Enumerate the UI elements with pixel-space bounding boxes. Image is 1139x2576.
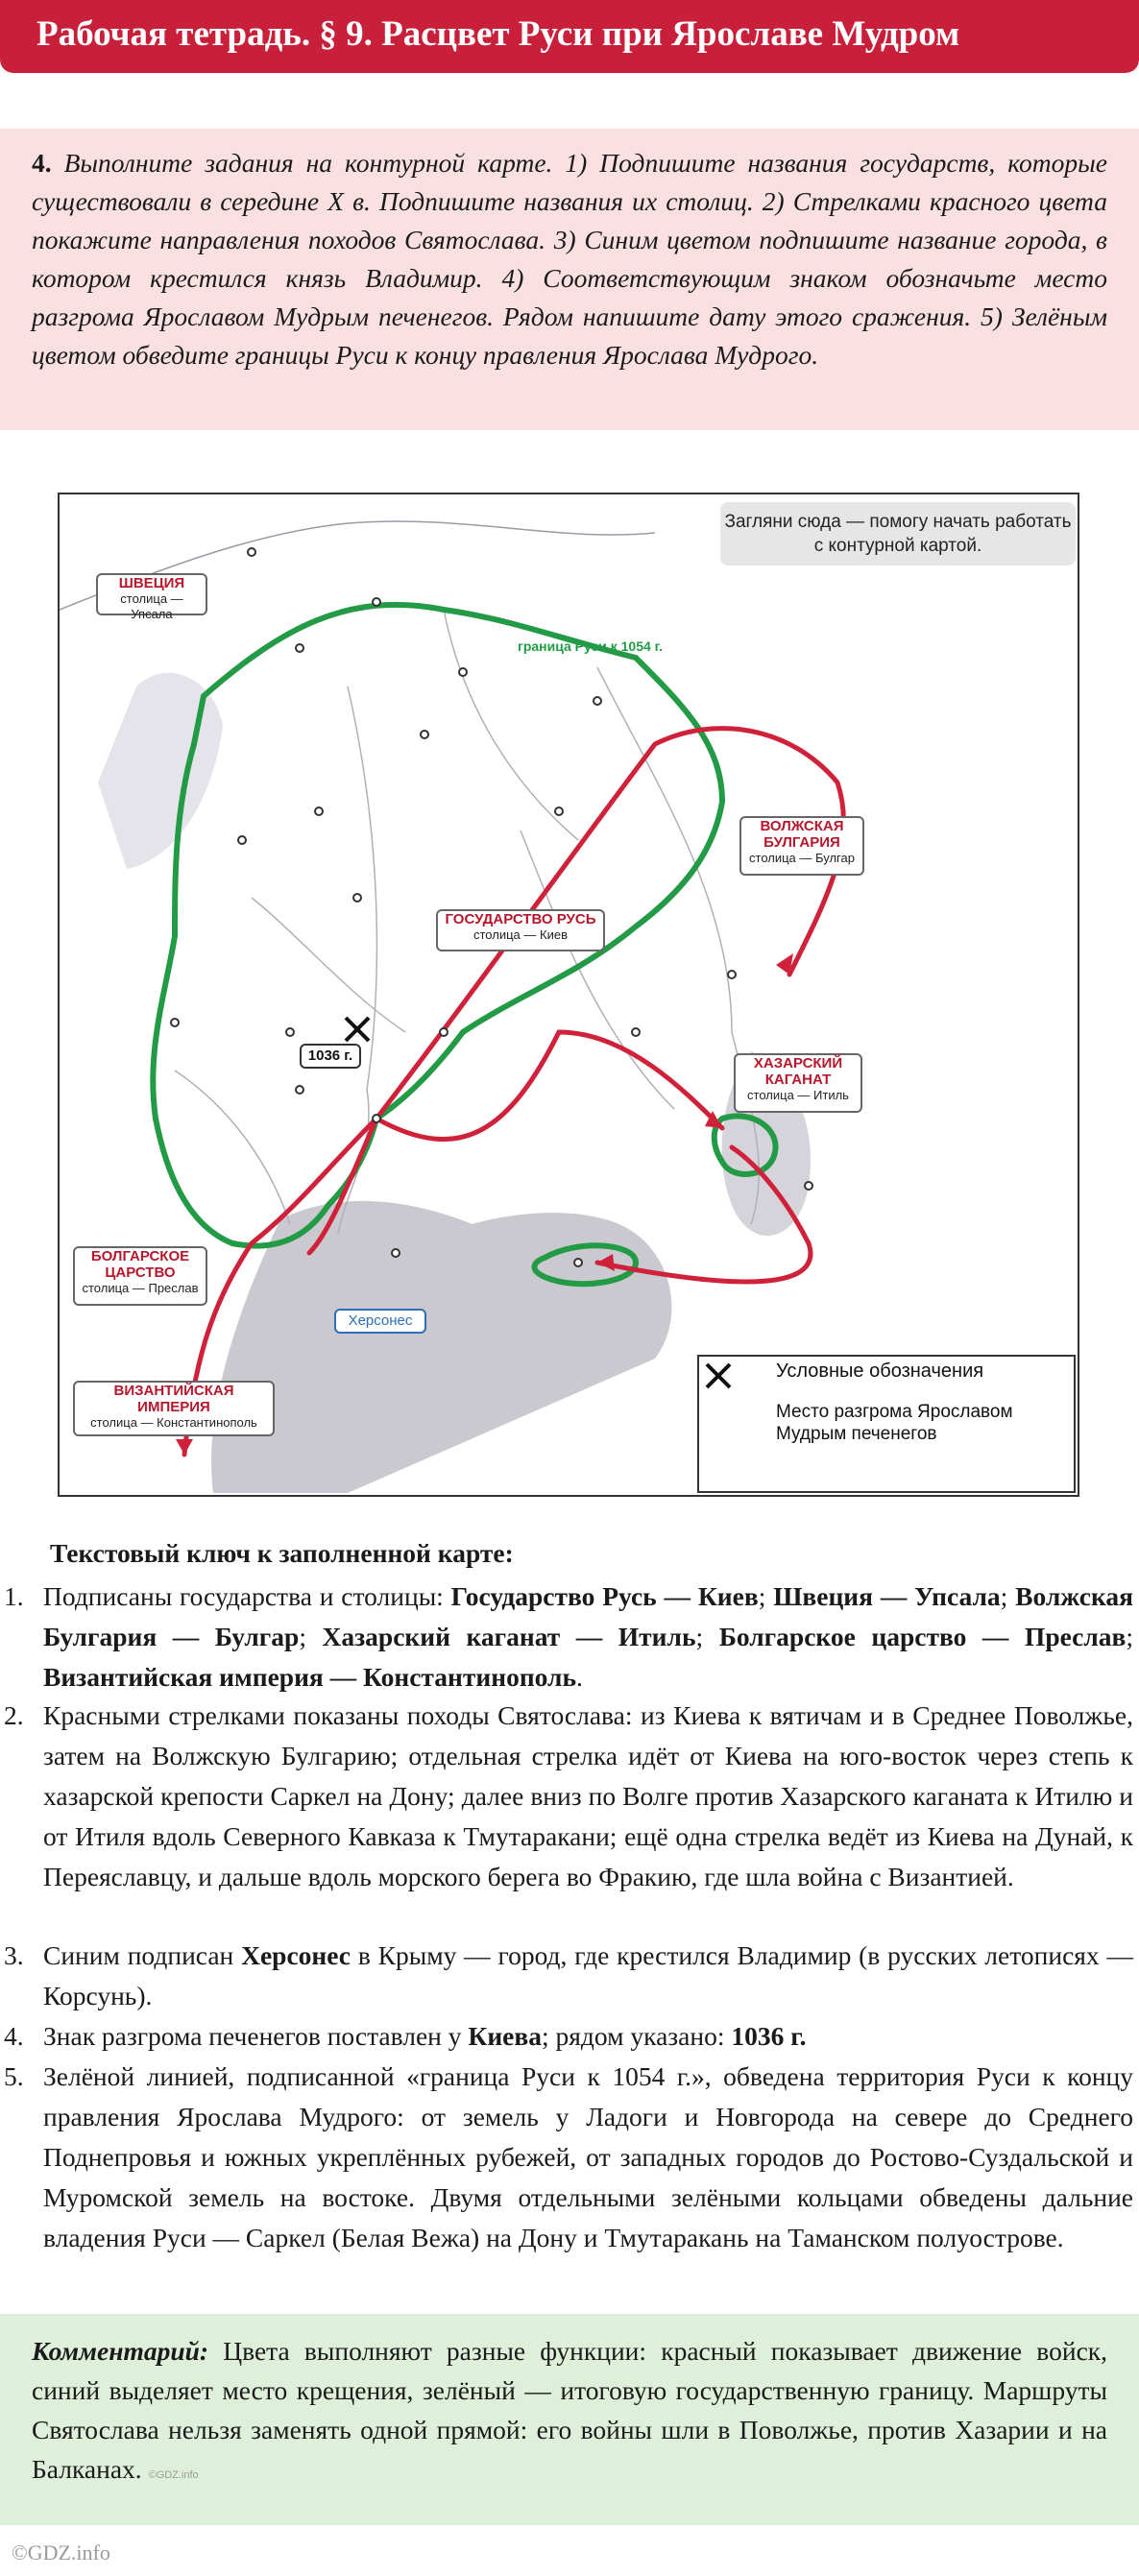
comment-label: Комментарий:: [32, 2336, 209, 2366]
battle-date-label: 1036 г.: [300, 1044, 361, 1069]
comment-body: Цвета выполняют разные функции: красный показывает движение войск, синий выделяет место крещения, зелёный — итоговую государственную границу. Маршруты Святослава нельзя заменять одной прямой: его войны шли в Поволжье, против Хазарии и на Балканах.: [32, 2336, 1108, 2484]
comment-text: [32, 2331, 1107, 2495]
label-volga-bulgaria: ВОЛЖСКАЯ БУЛГАРИЯ столица — Булгар: [739, 816, 864, 876]
label-rus: ГОСУДАРСТВО РУСЬ столица — Киев: [436, 909, 605, 951]
label-byzantium: ВИЗАНТИЙСКАЯ ИМПЕРИЯ столица — Константинополь: [73, 1381, 275, 1436]
hint-bubble[interactable]: Загляни сюда — помогу начать работать с контурной картой.: [720, 502, 1076, 566]
comment-mark: ©GDZ.info: [148, 2469, 199, 2481]
label-khazar: ХАЗАРСКИЙ КАГАНАТ столица — Итиль: [734, 1053, 862, 1113]
map-legend: [697, 1355, 1076, 1493]
page-title: Рабочая тетрадь. § 9. Расцвет Руси при Ярославе Мудром: [36, 14, 960, 54]
page-header: [0, 0, 1139, 73]
label-bulgarian-tsardom: БОЛГАРСКОЕ ЦАРСТВО столица — Преслав: [73, 1246, 207, 1306]
cross-icon: [699, 1357, 738, 1395]
border-label: граница Руси к 1054 г.: [518, 638, 663, 654]
legend-title: Условные обозначения: [776, 1360, 984, 1382]
city-dots: [171, 548, 812, 1266]
chersonesus-label: Херсонес: [334, 1309, 426, 1334]
contour-map: [58, 493, 1079, 1497]
key-heading: Текстовый ключ к заполненной карте:: [50, 1538, 514, 1568]
task-text: [32, 144, 1107, 374]
battle-cross-icon: [346, 1018, 369, 1041]
task-body: Выполните задания на контурной карте. 1) Подпишите названия государств, которые существовали в середине X в. Подпишите названия их столиц. 2) Стрелками красного цвета покажите направления походов Святослава. 3) Синим цветом подпишите название города, в котором крестился князь Владимир. 4) Соответствующим знаком обозначьте место разгрома Ярославом Мудрым печенегов. Рядом напишите дату этого сражения. 5) Зелёным цветом обведите границы Руси к концу правления Ярослава Мудрого.: [32, 148, 1107, 370]
legend-item: Место разгрома Ярославом Мудрым печенегов: [776, 1402, 1013, 1444]
task-number: 4.: [32, 148, 52, 178]
label-sweden: ШВЕЦИЯ столица — Упсала: [96, 573, 207, 615]
footer-watermark: ©GDZ.info: [12, 2540, 110, 2564]
